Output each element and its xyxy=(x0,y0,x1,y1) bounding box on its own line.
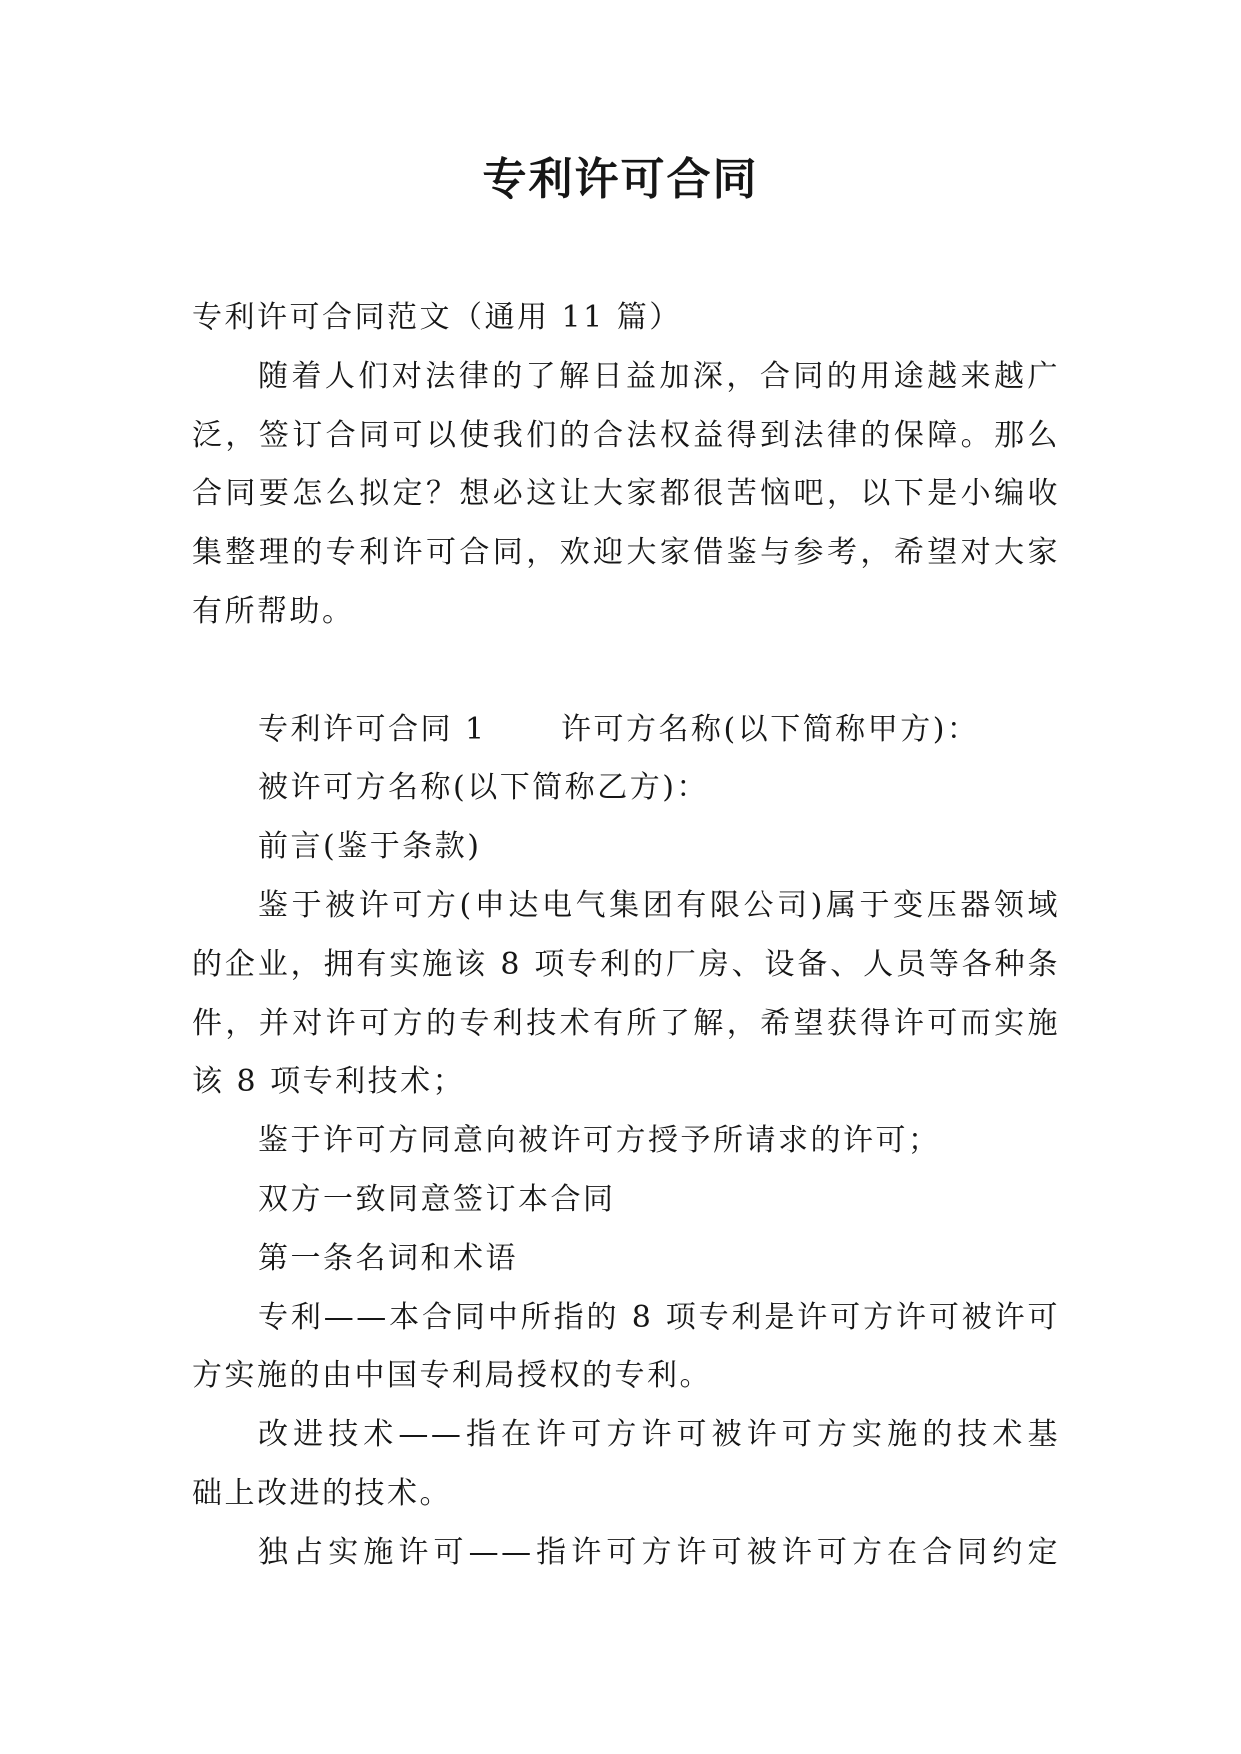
recital-paragraph-2: 鉴于许可方同意向被许可方授予所请求的许可； xyxy=(258,1123,941,1159)
definition-exclusive-license xyxy=(192,1524,1060,1583)
document-body xyxy=(192,289,1060,1583)
definition-line: 改进技术——指在许可方许可被许可方实施的技术基 xyxy=(258,1417,1060,1453)
definition-line: 础上改进的技术。 xyxy=(192,1475,452,1511)
document-subtitle: 专利许可合同范文（通用 11 篇） xyxy=(192,300,682,335)
definition-improved-technology xyxy=(192,1406,1060,1524)
recital-paragraph xyxy=(192,877,1060,1112)
intro-paragraph-line: 有所帮助。 xyxy=(192,593,355,629)
preamble-heading: 前言(鉴于条款) xyxy=(258,829,482,865)
definition-line: 方实施的由中国专利局授权的专利。 xyxy=(192,1358,712,1394)
licensee-name-label: 被许可方名称(以下简称乙方)： xyxy=(258,770,709,806)
intro-paragraph-line: 随着人们对法律的了解日益加深，合同的用途越来越广 xyxy=(258,358,1060,394)
contract-heading: 专利许可合同 1 xyxy=(258,711,487,747)
definition-line: 专利——本合同中所指的 8 项专利是许可方许可被许可 xyxy=(258,1299,1060,1335)
paragraph-gap xyxy=(192,642,1060,701)
recital-line: 的企业，拥有实施该 8 项专利的厂房、设备、人员等各种条 xyxy=(192,946,1060,982)
document-title: 专利许可合同 xyxy=(482,154,759,205)
intro-paragraph-line: 合同要怎么拟定？想必这让大家都很苦恼吧，以下是小编收 xyxy=(192,476,1060,512)
definition-patent xyxy=(192,1289,1060,1407)
agreement-statement: 双方一致同意签订本合同 xyxy=(258,1181,616,1217)
intro-paragraph-line: 泛，签订合同可以使我们的合法权益得到法律的保障。那么 xyxy=(192,417,1060,453)
definition-line: 独占实施许可——指许可方许可被许可方在合同约定 xyxy=(258,1534,1060,1570)
intro-paragraph-line: 集整理的专利许可合同，欢迎大家借鉴与参考，希望对大家 xyxy=(192,535,1060,571)
recital-line: 件，并对许可方的专利技术有所了解，希望获得许可而实施 xyxy=(192,1005,1060,1041)
licensor-name-label: 许可方名称(以下简称甲方)： xyxy=(561,711,980,747)
contract-heading-line xyxy=(192,701,1060,760)
recital-line: 该 8 项专利技术； xyxy=(192,1064,466,1100)
recital-line: 鉴于被许可方(申达电气集团有限公司)属于变压器领域 xyxy=(258,887,1060,923)
article-heading: 第一条名词和术语 xyxy=(258,1240,518,1276)
intro-paragraph xyxy=(192,348,1060,642)
